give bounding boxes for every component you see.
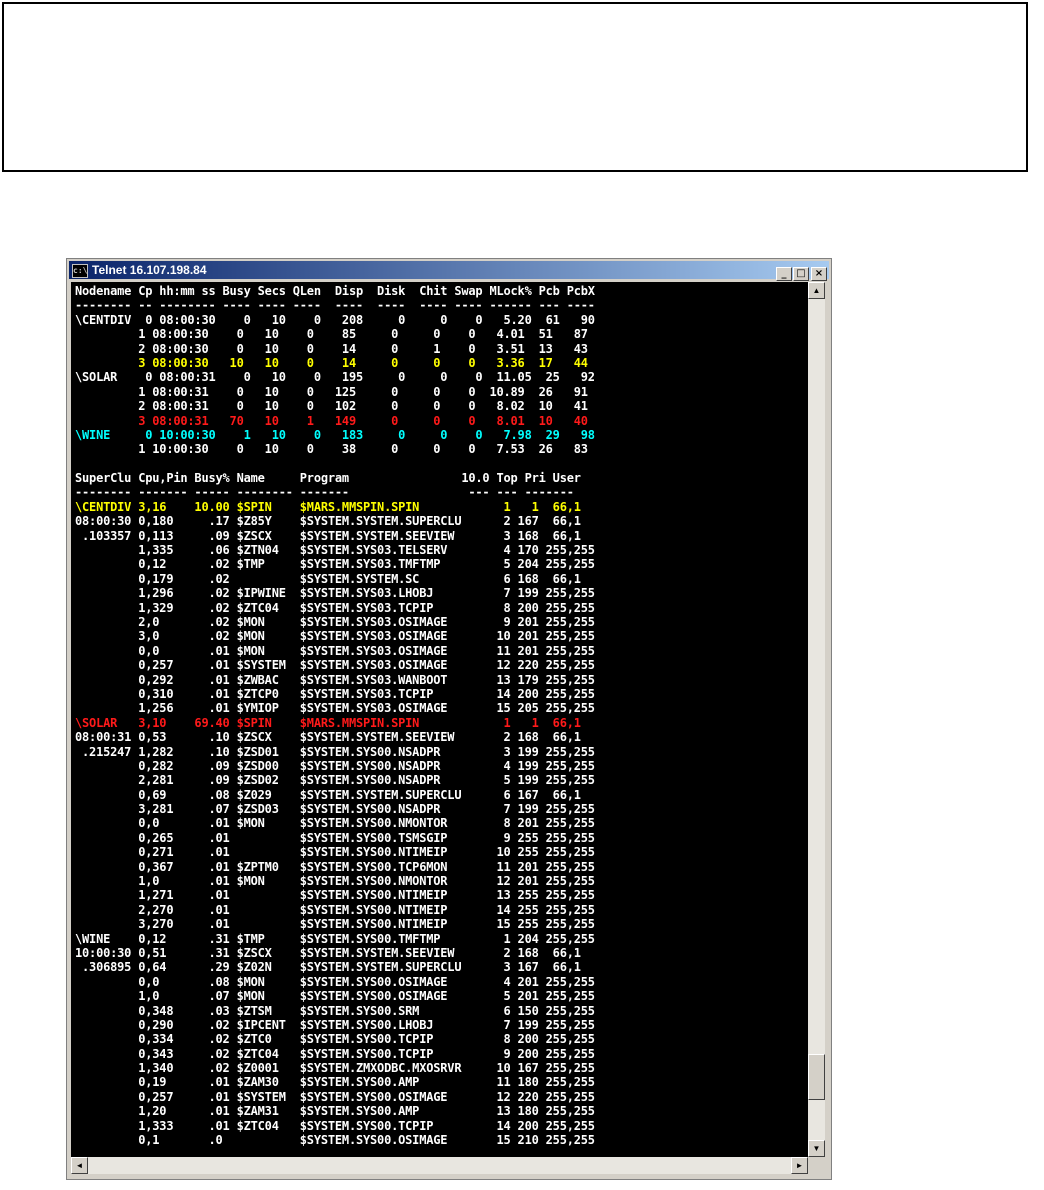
terminal-line: .103357 0,113 .09 $ZSCX $SYSTEM.SYSTEM.SEEVIEW 3 168 66,1	[75, 528, 581, 543]
terminal-line: \SOLAR 3,10 69.40 $SPIN $MARS.MMSPIN.SPIN 1 1 66,1	[75, 715, 581, 730]
terminal-line: .215247 1,282 .10 $ZSD01 $SYSTEM.SYS00.NSADPR 3 199 255,255	[75, 744, 595, 759]
terminal-line	[75, 457, 808, 471]
vertical-scroll-thumb[interactable]	[808, 1054, 825, 1100]
terminal-line: \CENTDIV 0 08:00:30 0 10 0 208 0 0 0 5.20 61 90	[75, 312, 595, 327]
terminal-line: 0,290 .02 $IPCENT $SYSTEM.SYS00.LHOBJ 7 199 255,255	[75, 1017, 595, 1032]
terminal-line: 1,0 .07 $MON $SYSTEM.SYS00.OSIMAGE 5 201 255,255	[75, 989, 595, 1004]
terminal-line: 1,256 .01 $YMIOP $SYSTEM.SYS03.OSIMAGE 15 205 255,255	[75, 701, 595, 716]
window-controls	[775, 263, 827, 281]
terminal-line: 3 08:00:31 70 10 1 149 0 0 0 8.01 10 40	[75, 413, 588, 428]
terminal-line: 3,0 .02 $MON $SYSTEM.SYS03.OSIMAGE 10 201 255,255	[75, 629, 595, 644]
window-title: Telnet 16.107.198.84	[92, 263, 207, 277]
terminal-line: 0,0 .01 $MON $SYSTEM.SYS00.NMONTOR 8 201 255,255	[75, 816, 595, 831]
terminal-line: 2 08:00:30 0 10 0 14 0 1 0 3.51 13 43	[75, 341, 588, 356]
vertical-scrollbar[interactable]	[808, 282, 825, 1157]
terminal-line: 3,270 .01 $SYSTEM.SYS00.NTIMEIP 15 255 255,255	[75, 917, 595, 932]
terminal-line: \WINE 0,12 .31 $TMP $SYSTEM.SYS00.TMFTMP 1 204 255,255	[75, 931, 595, 946]
terminal-line: 1,335 .06 $ZTN04 $SYSTEM.SYS03.TELSERV 4 170 255,255	[75, 543, 595, 558]
terminal-line: 0,0 .08 $MON $SYSTEM.SYS00.OSIMAGE 4 201 255,255	[75, 974, 595, 989]
terminal-line: 0,12 .02 $TMP $SYSTEM.SYS03.TMFTMP 5 204 255,255	[75, 557, 595, 572]
close-button[interactable]: ×	[811, 267, 827, 281]
terminal-line: 0,265 .01 $SYSTEM.SYS00.TSMSGIP 9 255 255,255	[75, 830, 595, 845]
terminal-output[interactable]	[71, 282, 808, 1157]
console-app-icon[interactable]: c:\	[72, 264, 88, 278]
terminal-line: -------- ------- ----- -------- ------- --- --- -------	[75, 485, 574, 500]
maximize-button[interactable]: □	[793, 267, 809, 281]
terminal-line: 2,270 .01 $SYSTEM.SYS00.NTIMEIP 14 255 255,255	[75, 902, 595, 917]
terminal-line: 0,310 .01 $ZTCP0 $SYSTEM.SYS03.TCPIP 14 200 255,255	[75, 686, 595, 701]
terminal-line: .306895 0,64 .29 $Z02N $SYSTEM.SYSTEM.SUPERCLU 3 167 66,1	[75, 960, 581, 975]
terminal-line: 0,348 .03 $ZTSM $SYSTEM.SYS00.SRM 6 150 255,255	[75, 1003, 595, 1018]
terminal-line: 0,179 .02 $SYSTEM.SYSTEM.SC 6 168 66,1	[75, 571, 581, 586]
terminal-line: 1,333 .01 $ZTC04 $SYSTEM.SYS00.TCPIP 14 200 255,255	[75, 1118, 595, 1133]
terminal-line: 0,257 .01 $SYSTEM $SYSTEM.SYS03.OSIMAGE 12 220 255,255	[75, 658, 595, 673]
minimize-button[interactable]: _	[776, 267, 792, 281]
terminal-line: 1 08:00:30 0 10 0 85 0 0 0 4.01 51 87	[75, 327, 588, 342]
terminal-line: 2,0 .02 $MON $SYSTEM.SYS03.OSIMAGE 9 201 255,255	[75, 614, 595, 629]
terminal-line: 1,0 .01 $MON $SYSTEM.SYS00.NMONTOR 12 201 255,255	[75, 874, 595, 889]
terminal-line: 1,271 .01 $SYSTEM.SYS00.NTIMEIP 13 255 255,255	[75, 888, 595, 903]
terminal-line: 0,367 .01 $ZPTM0 $SYSTEM.SYS00.TCP6MON 11 201 255,255	[75, 859, 595, 874]
terminal-line: 0,0 .01 $MON $SYSTEM.SYS03.OSIMAGE 11 201 255,255	[75, 643, 595, 658]
terminal-line: 0,19 .01 $ZAM30 $SYSTEM.SYS00.AMP 11 180 255,255	[75, 1075, 595, 1090]
terminal-line: Nodename Cp hh:mm ss Busy Secs QLen Disp Disk Chit Swap MLock% Pcb PcbX	[75, 284, 595, 298]
terminal-line: 1,340 .02 $Z0001 $SYSTEM.ZMXODBC.MXOSRVR 10 167 255,255	[75, 1061, 595, 1076]
terminal-line: 2 08:00:31 0 10 0 102 0 0 0 8.02 10 41	[75, 399, 588, 414]
terminal-line: \WINE 0 10:00:30 1 10 0 183 0 0 0 7.98 29 98	[75, 427, 595, 442]
terminal-line: 1 10:00:30 0 10 0 38 0 0 0 7.53 26 83	[75, 442, 588, 457]
terminal-lines	[71, 282, 808, 1147]
terminal-line: 0,282 .09 $ZSD00 $SYSTEM.SYS00.NSADPR 4 199 255,255	[75, 758, 595, 773]
terminal-line: \SOLAR 0 08:00:31 0 10 0 195 0 0 0 11.05 25 92	[75, 370, 595, 385]
terminal-line: 1,329 .02 $ZTC04 $SYSTEM.SYS03.TCPIP 8 200 255,255	[75, 600, 595, 615]
window-title-bar[interactable]	[69, 261, 829, 279]
telnet-window[interactable]	[66, 258, 832, 1180]
terminal-line: SuperClu Cpu,Pin Busy% Name Program 10.0 Top Pri User	[75, 471, 581, 486]
terminal-line: 1,296 .02 $IPWINE $SYSTEM.SYS03.LHOBJ 7 199 255,255	[75, 586, 595, 601]
terminal-line: 3 08:00:30 10 10 0 14 0 0 0 3.36 17 44	[75, 355, 588, 370]
scroll-left-arrow-icon[interactable]: ◄	[71, 1157, 88, 1174]
terminal-line: 3,281 .07 $ZSD03 $SYSTEM.SYS00.NSADPR 7 199 255,255	[75, 802, 595, 817]
terminal-line: 08:00:31 0,53 .10 $ZSCX $SYSTEM.SYSTEM.SEEVIEW 2 168 66,1	[75, 730, 581, 745]
horizontal-scrollbar[interactable]	[71, 1157, 808, 1174]
terminal-line: 0,334 .02 $ZTC0 $SYSTEM.SYS00.TCPIP 8 200 255,255	[75, 1032, 595, 1047]
terminal-line: 10:00:30 0,51 .31 $ZSCX $SYSTEM.SYSTEM.SEEVIEW 2 168 66,1	[75, 945, 581, 960]
terminal-line: 1,20 .01 $ZAM31 $SYSTEM.SYS00.AMP 13 180 255,255	[75, 1104, 595, 1119]
scroll-right-arrow-icon[interactable]: ►	[791, 1157, 808, 1174]
terminal-line: 1 08:00:31 0 10 0 125 0 0 0 10.89 26 91	[75, 384, 588, 399]
terminal-line: 0,271 .01 $SYSTEM.SYS00.NTIMEIP 10 255 255,255	[75, 845, 595, 860]
scroll-up-arrow-icon[interactable]: ▲	[808, 282, 825, 299]
terminal-line: 0,69 .08 $Z029 $SYSTEM.SYSTEM.SUPERCLU 6 167 66,1	[75, 787, 581, 802]
terminal-line: -------- -- -------- ---- ---- ---- ---- ---- ---- ---- ------ --- ----	[75, 298, 595, 313]
terminal-line: 0,257 .01 $SYSTEM $SYSTEM.SYS00.OSIMAGE 12 220 255,255	[75, 1089, 595, 1104]
scroll-down-arrow-icon[interactable]: ▼	[808, 1140, 825, 1157]
terminal-line: 0,343 .02 $ZTC04 $SYSTEM.SYS00.TCPIP 9 200 255,255	[75, 1046, 595, 1061]
blank-header-frame	[2, 2, 1028, 172]
resize-grip-icon[interactable]	[808, 1157, 825, 1174]
terminal-line: 2,281 .09 $ZSD02 $SYSTEM.SYS00.NSADPR 5 199 255,255	[75, 773, 595, 788]
terminal-line: 08:00:30 0,180 .17 $Z85Y $SYSTEM.SYSTEM.SUPERCLU 2 167 66,1	[75, 514, 581, 529]
terminal-line: 0,1 .0 $SYSTEM.SYS00.OSIMAGE 15 210 255,255	[75, 1133, 595, 1148]
terminal-line: \CENTDIV 3,16 10.00 $SPIN $MARS.MMSPIN.SPIN 1 1 66,1	[75, 499, 581, 514]
terminal-line: 0,292 .01 $ZWBAC $SYSTEM.SYS03.WANBOOT 13 179 255,255	[75, 672, 595, 687]
